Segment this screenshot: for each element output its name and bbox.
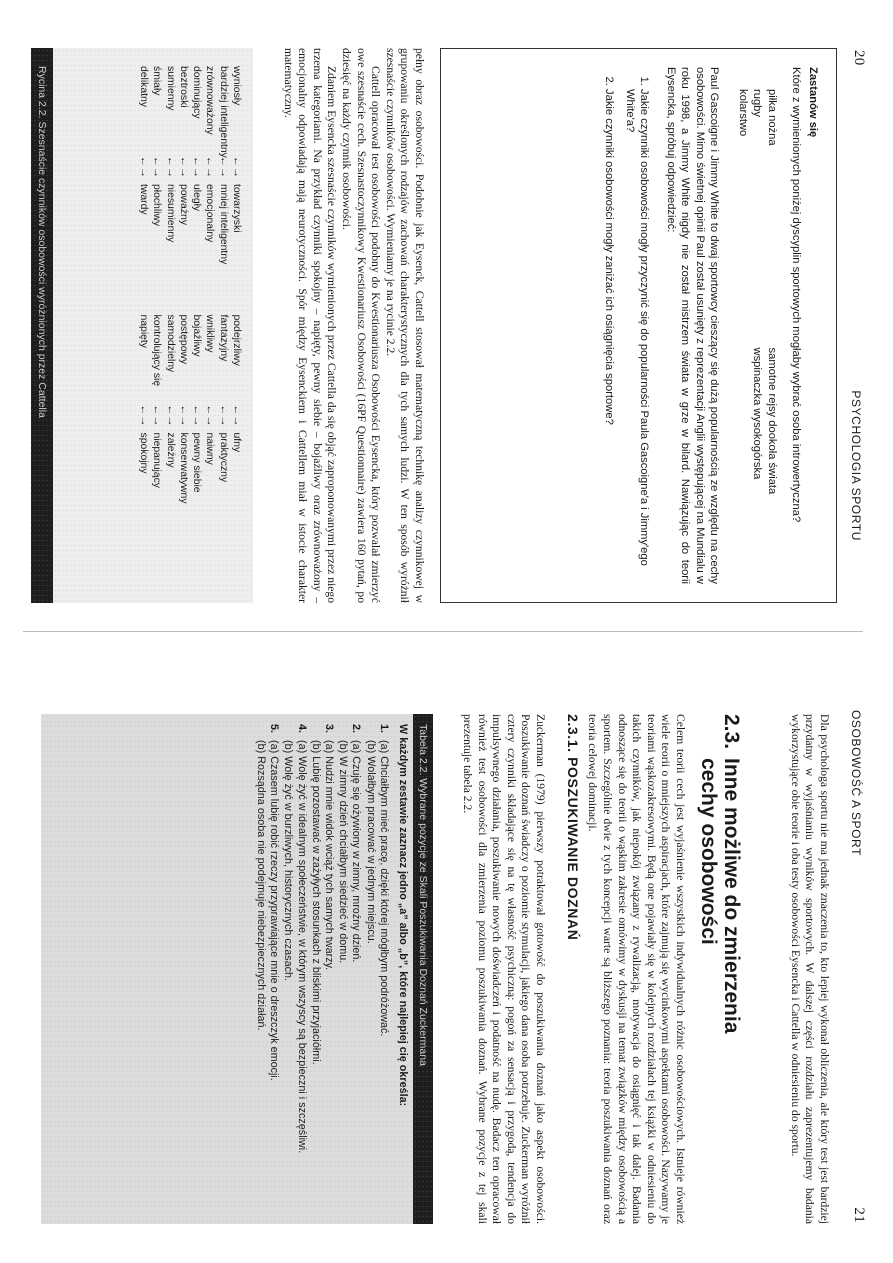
trait-pair [216,66,229,315]
option-b: (b) Wolę żyć w burzliwych, historycznych czasach. [282,740,295,982]
option-a: (a) Czasem lubię robić rzeczy przyprawiające mnie o dreszczyk emocji. [268,740,281,1081]
trait-pair [230,315,243,564]
trait-left: zrównoważony [204,66,216,135]
item-number: 2. [350,724,363,734]
trait-left: kontrolujący się [151,314,163,387]
theories-text [585,714,687,1224]
double-arrow-icon: ←→ [204,156,217,178]
scale-item [336,724,362,1214]
item-options [336,740,362,963]
figure-cattell-traits [31,48,253,603]
body-text [280,48,426,603]
trait-left: wnikliwy [204,314,216,353]
intro-text [787,714,831,1224]
box-question: 1. Jakie czynniki osobowości mogły przyczynić się do popularności Paula Gascoigne'a i Jimmy'ego White'a? [623,89,652,584]
trait-pair [190,315,203,564]
trait-left: delikatny [137,66,149,108]
double-arrow-icon: ←→ [137,404,150,427]
sport-item: samotne rejsy dookoła świata [766,347,778,495]
running-head: OSOBOWOŚĆ A SPORT [849,710,863,857]
trait-right: uległy [191,184,203,212]
scale-items [254,714,390,1224]
page-20 [0,0,893,631]
scale-item [363,724,389,1214]
item-options [281,740,307,1153]
item-number: 5. [268,724,281,734]
trait-left: napięty [137,314,149,349]
item-options [254,740,280,1081]
sport-item: rugby [751,89,764,117]
double-arrow-icon: ←→ [164,156,177,178]
table-title: Tabela 2.2. Wybrane pozycje ze Skali Poszukiwania Doznań Zuckermana [413,714,433,1224]
trait-right: mniej inteligentny [217,184,229,265]
sports-list [736,67,780,584]
trait-right: naiwny [204,432,216,465]
double-arrow-icon: ←→ [217,156,230,178]
trait-pair [216,315,229,564]
box-question: 2. Jakie czynniki osobowości mogły zaniżać ich osiągnięcia sportowe? [602,89,617,584]
trait-right: ufny [231,432,242,453]
page-number: 20 [851,50,867,66]
trait-pair [137,66,150,315]
trait-pair [137,315,150,564]
table-sensation-seeking [41,714,433,1224]
double-arrow-icon: ←→ [217,404,230,427]
trait-right: twardy [137,184,149,215]
section-title-line2: cechy osobowości [697,758,720,945]
trait-left: bojaźliwy [191,314,203,357]
running-head: PSYCHOLOGIA SPORTU [849,390,863,541]
option-b: (b) Rozsądna osoba nie podejmuje niebezpiecznych działań. [254,740,267,1031]
trait-right: poważny [177,184,189,226]
scale-item [309,724,335,1214]
option-b: (b) Lubię pozostawać w zażyłych stosunkach z bliskimi przyjaciółmi. [309,740,322,1065]
trait-left: postępowy [177,314,189,365]
option-a: (a) Czuję się ożywiony w zimny, mroźny dzień. [350,740,363,963]
double-arrow-icon: ←→ [191,156,204,178]
trait-left: wyniosły [231,66,242,106]
trait-right: praktyczny [217,432,229,483]
box-questions [602,67,652,584]
option-a: (a) Nudzi mnie widok wciąż tych samych twarzy. [322,740,335,971]
trait-right: konserwatywny [177,432,189,504]
subsection-heading: 2.3.1. POSZUKIWANIE DOZNAŃ [565,714,581,941]
trait-pair [163,315,176,564]
double-arrow-icon: ←→ [151,156,164,178]
paragraph: Celem teorii cech jest wyjaśnienie wszystkich indywidualnych różnic osobowościowych. Istnieje również wiele teorii o mniejszych aspiracjach, które zajmują się wycinkowymi aspektami osobowości. Nazywamy je teoriami wąskozakresowymi. Będą one pojawiały się w kolejnych rozdziałach tej książki w odniesieniu do takich czynników, jak niepokój związany z rywalizacją, motywacja do osiągnięć i tak dalej. Badania odnoszące się do teorii o wąskim zakresie omówimy w dyskusji na temat związków między osobowością a sportem. Szczególnie dwie z tych koncepcji warte są bliższego poznania: teoria poszukiwania doznań oraz teoria celowej dominacji. [586,714,687,1224]
box-paragraph: Paul Gascoigne i Jimmy White to dwaj sportowcy cieszący się dużą popularnością ze względu na cechy osobowości. Mimo świetnej opinii Paul został usunięty z reprezentacji Anglii występującej na Mundialu w roku 1998, a Jimmy White nigdy nie został mistrzem świata w grze w bilard. Nawiązując do teorii Eysencka, spróbuj odpowiedzieć: [665,67,721,584]
option-a: (a) Chciałbym mieć pracę, dzięki której mógłbym podróżować. [377,740,390,1037]
trait-left: samodzielny [164,314,176,373]
option-b: (b) W zimny dzień chciałbym siedzieć w domu. [337,740,350,964]
trait-left: dominujący [191,66,203,119]
double-arrow-icon: ←→ [191,404,204,427]
traits-columns [137,48,253,603]
box-intro: Które z wymienionych poniżej dyscyplin sportowych mogłaby wybrać osoba introwertyczna? [790,67,803,523]
trait-right: pewny siebie [191,432,203,493]
double-arrow-icon: ←→ [204,404,217,427]
traits-column-1 [137,66,243,315]
section-title-line1: Inne możliwe do zmierzenia [720,758,743,1034]
figure-caption: Rycina 2.2. Szesnaście czynników osobowości wyróżnionych przez Cattella [31,48,53,603]
page-21 [0,632,893,1263]
sports-column-1 [736,67,780,326]
section-heading [697,714,743,1224]
option-b: (b) Wolałbym pracować w jednym miejscu. [364,740,377,944]
double-arrow-icon: ←→ [231,404,243,427]
trait-right: spokojny [137,432,149,474]
item-number: 1. [377,724,390,734]
trait-pair [150,315,163,564]
traits-column-2 [137,315,243,564]
sport-item: kolarstwo [737,89,749,137]
box-heading: Zastanów się [807,67,819,138]
trait-left: beztroski [177,66,189,108]
item-number: 4. [295,724,308,734]
page-number: 21 [851,1207,867,1223]
scale-item [254,724,280,1214]
trait-pair [177,315,190,564]
trait-right: zależny [164,432,176,468]
paragraph: pełny obraz osobowości. Podobnie jak Eysenck, Cattell stosował matematyczną technikę analizy czynnikowej w grupowaniu określonych rodzajów zachowań charakterystycznych dla tych samych ludzi. W ten sposób wyróżnił szesnaście czynników osobowości. Wymieniamy je na rycinie 2.2. [383,48,426,603]
sport-item: piłka nożna [766,89,778,146]
sports-column-2 [736,326,780,585]
paragraph: Dla psychologa sportu nie ma jednak znaczenia to, kto lepiej wykonał obliczenia, ale który test jest bardziej przydatny w wyjaśnianiu wyników sportowych. W dalszej części rozdziału zaprezentujemy badania wykorzystujące obie teorie i oba testy osobowości Eysencka i Cattella w odniesieniu do sportu. [788,714,831,1224]
trait-right: towarzyski [231,184,242,233]
trait-pair [150,66,163,315]
trait-pair [203,315,216,564]
trait-left: fantazyjny [217,314,229,362]
item-number: 3. [322,724,335,734]
trait-pair [190,66,203,315]
table-instruction: W każdym zestawie zaznacz jedno „a” albo „b”, które najlepiej cię określa: [397,724,409,1107]
scale-item [281,724,307,1214]
double-arrow-icon: ←→ [231,156,243,178]
trait-left: bardziej inteligentny [217,66,229,158]
zuckerman-text [459,714,547,1224]
double-arrow-icon: ←→ [177,404,190,427]
trait-pair [230,66,243,315]
paragraph: Zdaniem Eysencka szesnaście czynników wymienionych przez Cattella da się objąć zaproponowanymi przez niego trzema kategoriami. Na przykład czynniki spokojny – napięty, pewny siebie – bojaźliwy oraz zrównoważony – emocjonalny odpowiadają mają neurotyczności. Spór między Eysenckiem i Cattellem miał w istocie charakter matematyczny. [281,48,339,603]
option-a: (a) Wolę żyć w idealnym społeczeństwie, w którym wszyscy są bezpieczni i szczęśliwi. [295,740,308,1154]
trait-right: emocjonalny [204,184,216,243]
trait-right: niepanujący [151,432,163,488]
double-arrow-icon: ←→ [164,404,177,427]
trait-pair [163,66,176,315]
item-options [363,740,389,1036]
trait-left: śmiały [151,66,163,96]
item-options [309,740,335,1065]
trait-pair [177,66,190,315]
trait-left: podejrzliwy [231,314,242,366]
sport-item: wspinaczka wysokogórska [751,347,764,480]
section-number: 2.3. [720,714,743,750]
trait-right: płochliwy [151,184,163,227]
double-arrow-icon: ←→ [137,156,150,178]
double-arrow-icon: ←→ [151,404,164,427]
trait-right: niesumienny [164,184,176,243]
trait-left: sumienny [164,66,176,111]
paragraph: Zuckerman (1979) pierwszy potraktował gotowość do poszukiwania doznań jako aspekt osobowości. Poszukiwanie doznań świadczy o poziomie stymulacji, jakiego dana osoba potrzebuje. Zuckerman wyróżnił cztery czynniki składające się na tę własność psychiczną: pogoń za sensacją i przygodą, tendencja do impulsywnego działania, poszukiwanie nowych doświadczeń i podatność na nudę. Badacz ten opracował również test osobowości dla zmierzenia poziomu poszukiwania doznań. Wybrane pozycje z tej skali prezentuje tabela 2.2. [461,714,547,1224]
reflection-box [440,48,837,603]
trait-pair [203,66,216,315]
double-arrow-icon: ←→ [177,156,190,178]
paragraph: Cattell opracował test osobowości podobny do Kwestionariusza Osobowości Eysencka, który pozwalał zmierzyć owe szesnaście cech. Szesnastoczynnikowy Kwestionariusz Osobowości (16PF Questionnaire) zawiera 160 pytań, po dziesięć na każdy czynnik osobowości. [340,48,383,603]
